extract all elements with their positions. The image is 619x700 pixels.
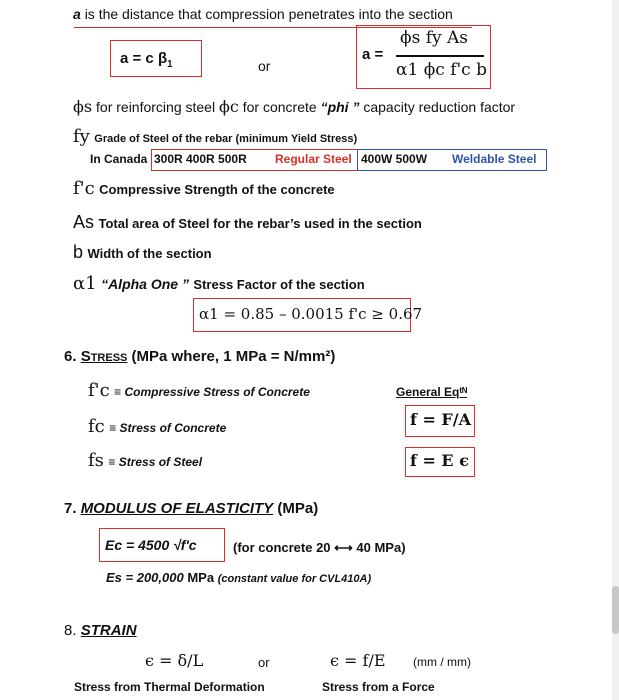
weldable-grades: 400W 500W (361, 152, 428, 166)
eq-f-fa: f = F/A (410, 410, 472, 429)
phi-line: ϕs for reinforcing steel ϕc for concrete “phi ” capacity reduction factor (73, 97, 516, 116)
fraction-line (396, 55, 484, 57)
stress-item-3: fs ≡ Stress of Steel (88, 450, 203, 471)
alpha-symbol: α1 (73, 273, 97, 294)
intro-text: is the distance that compression penetrates into the section (84, 6, 453, 22)
ec-note: (for concrete 20 ⟷ 40 MPa) (233, 540, 406, 555)
fy-line: fy Grade of Steel of the rebar (minimum Yield Stress) (73, 126, 358, 147)
formula-a2-numerator: ϕs fy As (400, 28, 469, 48)
b-symbol: b (73, 242, 84, 262)
intro-line (73, 6, 453, 22)
modulus-heading: 7. MODULUS OF ELASTICITY (MPa) (64, 500, 319, 517)
strain-or: or (258, 655, 270, 670)
alpha-line: α1 “Alpha One ” Stress Factor of the section (73, 273, 365, 294)
stress-item-1: f'c ≡ Compressive Stress of Concrete (88, 380, 310, 401)
strain-unit: (mm / mm) (413, 655, 471, 669)
alpha-formula: α1 = 0.85 – 0.0015 f'c ≥ 0.67 (199, 305, 423, 323)
eq-f-ee: f = E ϵ (410, 451, 469, 470)
b-line: b Width of the section (73, 242, 212, 262)
strain-eq-thermal: ϵ = δ/L (145, 651, 204, 670)
a-symbol: a (73, 6, 81, 22)
formula-a2-denominator: α1 ϕc f'c b (396, 60, 487, 80)
or-text: or (258, 58, 271, 74)
caption-force: Stress from a Force (322, 680, 435, 694)
as-symbol: As (73, 212, 95, 232)
formula-a: a = c $\beta_1$ (120, 50, 173, 70)
phi-c-symbol: ϕc (218, 97, 239, 116)
ec-formula: Ec = 4500 √f'c (105, 537, 197, 553)
canada-label: In Canada (90, 152, 148, 166)
regular-grades: 300R 400R 500R (154, 152, 247, 166)
phi-s-symbol: ϕs (73, 97, 93, 116)
es-line: Es = 200,000 MPa (constant value for CVL410A) (106, 570, 372, 585)
strain-eq-force: ϵ = f/E (330, 651, 386, 670)
stress-heading: 6. Stress (MPa where, 1 MPa = N/mm²) (64, 348, 336, 365)
regular-steel-label: Regular Steel (275, 152, 352, 166)
weldable-steel-label: Weldable Steel (452, 152, 537, 166)
fy-symbol: fy (73, 126, 90, 147)
as-line: As Total area of Steel for the rebar’s used in the section (73, 212, 422, 232)
general-equation-label: General Eqᵗᴺ (396, 385, 468, 399)
formula-a2-lhs: a = (362, 46, 384, 63)
caption-thermal: Stress from Thermal Deformation (74, 680, 265, 694)
strain-heading: 8. STRAIN (64, 622, 137, 639)
scrollbar-thumb[interactable] (612, 586, 619, 634)
fc-symbol: f'c (73, 178, 95, 199)
fc-line: f'c Compressive Strength of the concrete (73, 178, 335, 199)
stress-item-2: fc ≡ Stress of Concrete (88, 416, 227, 437)
